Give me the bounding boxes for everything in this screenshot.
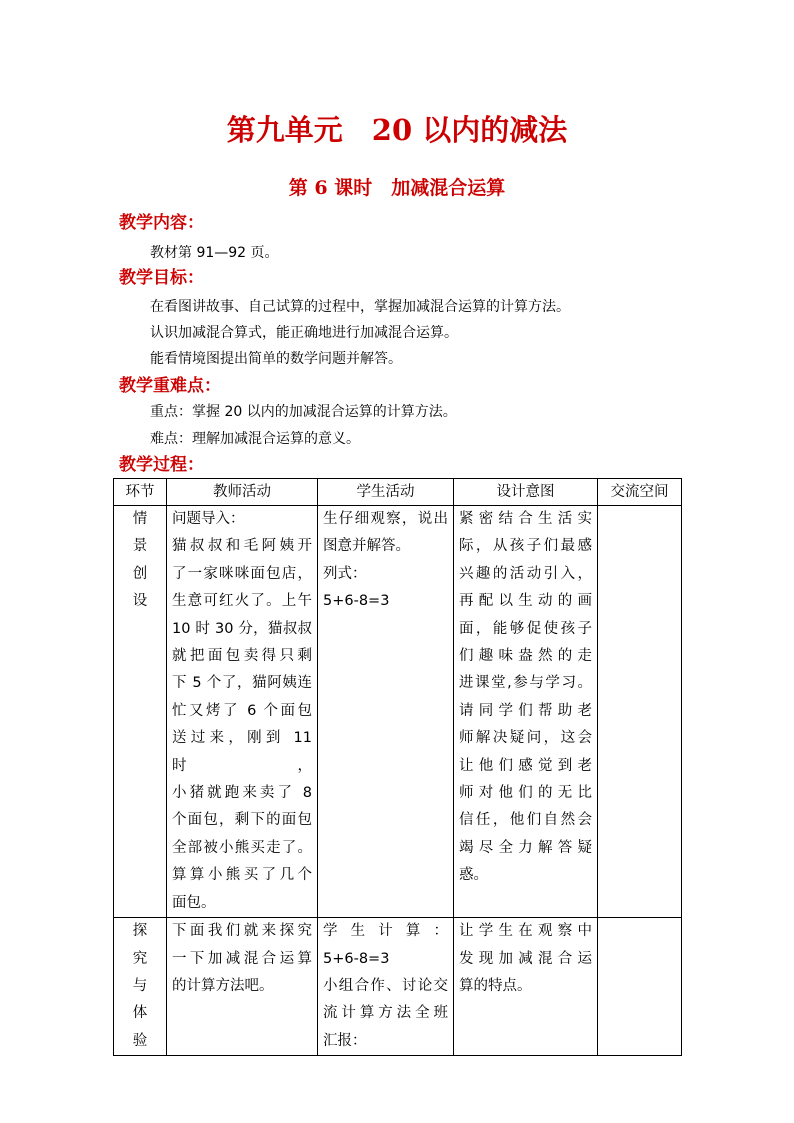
teacher-activity-cell <box>167 506 318 918</box>
table-row <box>114 918 682 1056</box>
stage-cell <box>114 506 167 918</box>
cell-line: 小组合作、讨论交 <box>323 977 448 994</box>
table-row <box>114 506 682 918</box>
cell-line: 竭尽全力解答疑 <box>459 839 592 856</box>
lesson-title: 第 6 课时 加减混合运算 <box>288 177 506 199</box>
cell-line: 就把面包卖得只剩 <box>172 648 312 665</box>
cell-line: 10 时 30 分，猫叔叔 <box>172 620 312 637</box>
design-intent-cell <box>454 918 598 1056</box>
header-cell-exchange: 交流空间 <box>598 479 682 506</box>
cell-line: 学生计算： <box>323 923 448 940</box>
content-text: 教材第 91—92 页。 <box>150 245 279 261</box>
stage-char: 体 <box>132 1005 148 1022</box>
stage-char: 景 <box>132 538 148 555</box>
cell-line: 的计算方法吧。 <box>172 977 274 994</box>
section-heading-goals: 教学目标： <box>119 268 204 288</box>
cell-line: 小猪就跑来卖了 8 <box>172 785 312 802</box>
cell-line: 兴趣的活动引入， <box>459 565 592 582</box>
cell-line: 流计算方法全班 <box>323 1005 448 1022</box>
cell-line: 猫叔叔和毛阿姨开 <box>172 538 312 555</box>
cell-line: 师解决疑问，这会 <box>459 730 592 747</box>
section-heading-content: 教学内容： <box>119 213 204 233</box>
cell-line: 5+6-8=3 <box>323 950 390 967</box>
stage-char: 究 <box>132 950 148 967</box>
cell-line: 进课堂,参与学习。 <box>459 675 592 692</box>
stage-char: 情 <box>132 511 148 527</box>
stage-char: 探 <box>132 923 148 940</box>
section-heading-process: 教学过程： <box>119 455 204 475</box>
goal-line: 在看图讲故事、自己试算的过程中，掌握加减混合运算的计算方法。 <box>150 299 570 315</box>
cell-line: 下面我们就来探究 <box>172 923 312 940</box>
teaching-process-table <box>113 478 682 1056</box>
cell-line: 汇报： <box>323 1032 367 1049</box>
cell-line: 惑。 <box>459 867 488 884</box>
section-heading-key-points: 教学重难点： <box>119 376 221 396</box>
cell-line: 5+6-8=3 <box>323 593 390 610</box>
cell-line: 全部被小熊买走了。 <box>172 839 312 856</box>
header-cell-student: 学生活动 <box>318 479 454 506</box>
student-activity-cell <box>318 506 454 918</box>
cell-line: 了一家咪咪面包店， <box>172 565 312 582</box>
header-cell-teacher: 教师活动 <box>167 479 318 506</box>
cell-line: 让他们感觉到老 <box>459 757 592 774</box>
design-intent-cell <box>454 506 598 918</box>
cell-line: 再配以生动的画 <box>459 593 592 610</box>
cell-line: 紧密结合生活实 <box>459 511 592 527</box>
cell-line: 们趣味盎然的走 <box>459 648 592 665</box>
cell-line: 算的特点。 <box>459 977 532 994</box>
key-point-line: 重点：掌握 20 以内的加减混合运算的计算方法。 <box>150 404 457 420</box>
cell-line: 际，从孩子们最感 <box>459 538 592 555</box>
cell-line: 算算小熊买了几个 <box>172 867 312 884</box>
cell-line: 面包。 <box>172 894 216 911</box>
cell-line: 请同学们帮助老 <box>459 702 592 719</box>
cell-line: 忙又烤了 6 个面包 <box>172 702 312 719</box>
page-title: 第九单元 20 以内的减法 <box>226 113 568 147</box>
exchange-space-cell <box>598 506 682 918</box>
cell-line: 信任，他们自然会 <box>459 812 592 829</box>
goal-line: 认识加减混合算式，能正确地进行加减混合运算。 <box>150 325 458 341</box>
cell-line: 生仔细观察，说出 <box>323 511 448 527</box>
cell-line: 面，能够促使孩子 <box>459 620 592 637</box>
teacher-activity-cell <box>167 918 318 1056</box>
header-cell-intent: 设计意图 <box>454 479 598 506</box>
table-header-row <box>114 479 682 506</box>
cell-line: 生意可红火了。上午 <box>172 593 312 610</box>
key-point-line: 难点：理解加减混合运算的意义。 <box>150 431 360 447</box>
stage-char: 与 <box>132 977 148 994</box>
stage-cell <box>114 918 167 1056</box>
cell-line: 问题导入： <box>172 511 245 527</box>
stage-char: 设 <box>132 593 148 610</box>
stage-char: 创 <box>132 565 148 582</box>
cell-line: 发现加减混合运 <box>459 950 592 967</box>
cell-line: 图意并解答。 <box>323 538 410 555</box>
cell-line: 一下加减混合运算 <box>172 950 312 967</box>
cell-line: 列式： <box>323 565 367 582</box>
cell-line: 下 5 个了，猫阿姨连 <box>172 675 312 692</box>
cell-line: 师对他们的无比 <box>459 785 592 802</box>
cell-line: 让学生在观察中 <box>459 923 592 940</box>
student-activity-cell <box>318 918 454 1056</box>
header-cell-stage: 环节 <box>114 479 167 506</box>
cell-line: 送过来，刚到 11 时， <box>172 730 312 774</box>
exchange-space-cell <box>598 918 682 1056</box>
goal-line: 能看情境图提出简单的数学问题并解答。 <box>150 351 402 367</box>
cell-line: 个面包，剩下的面包 <box>172 812 312 829</box>
stage-char: 验 <box>132 1032 148 1049</box>
